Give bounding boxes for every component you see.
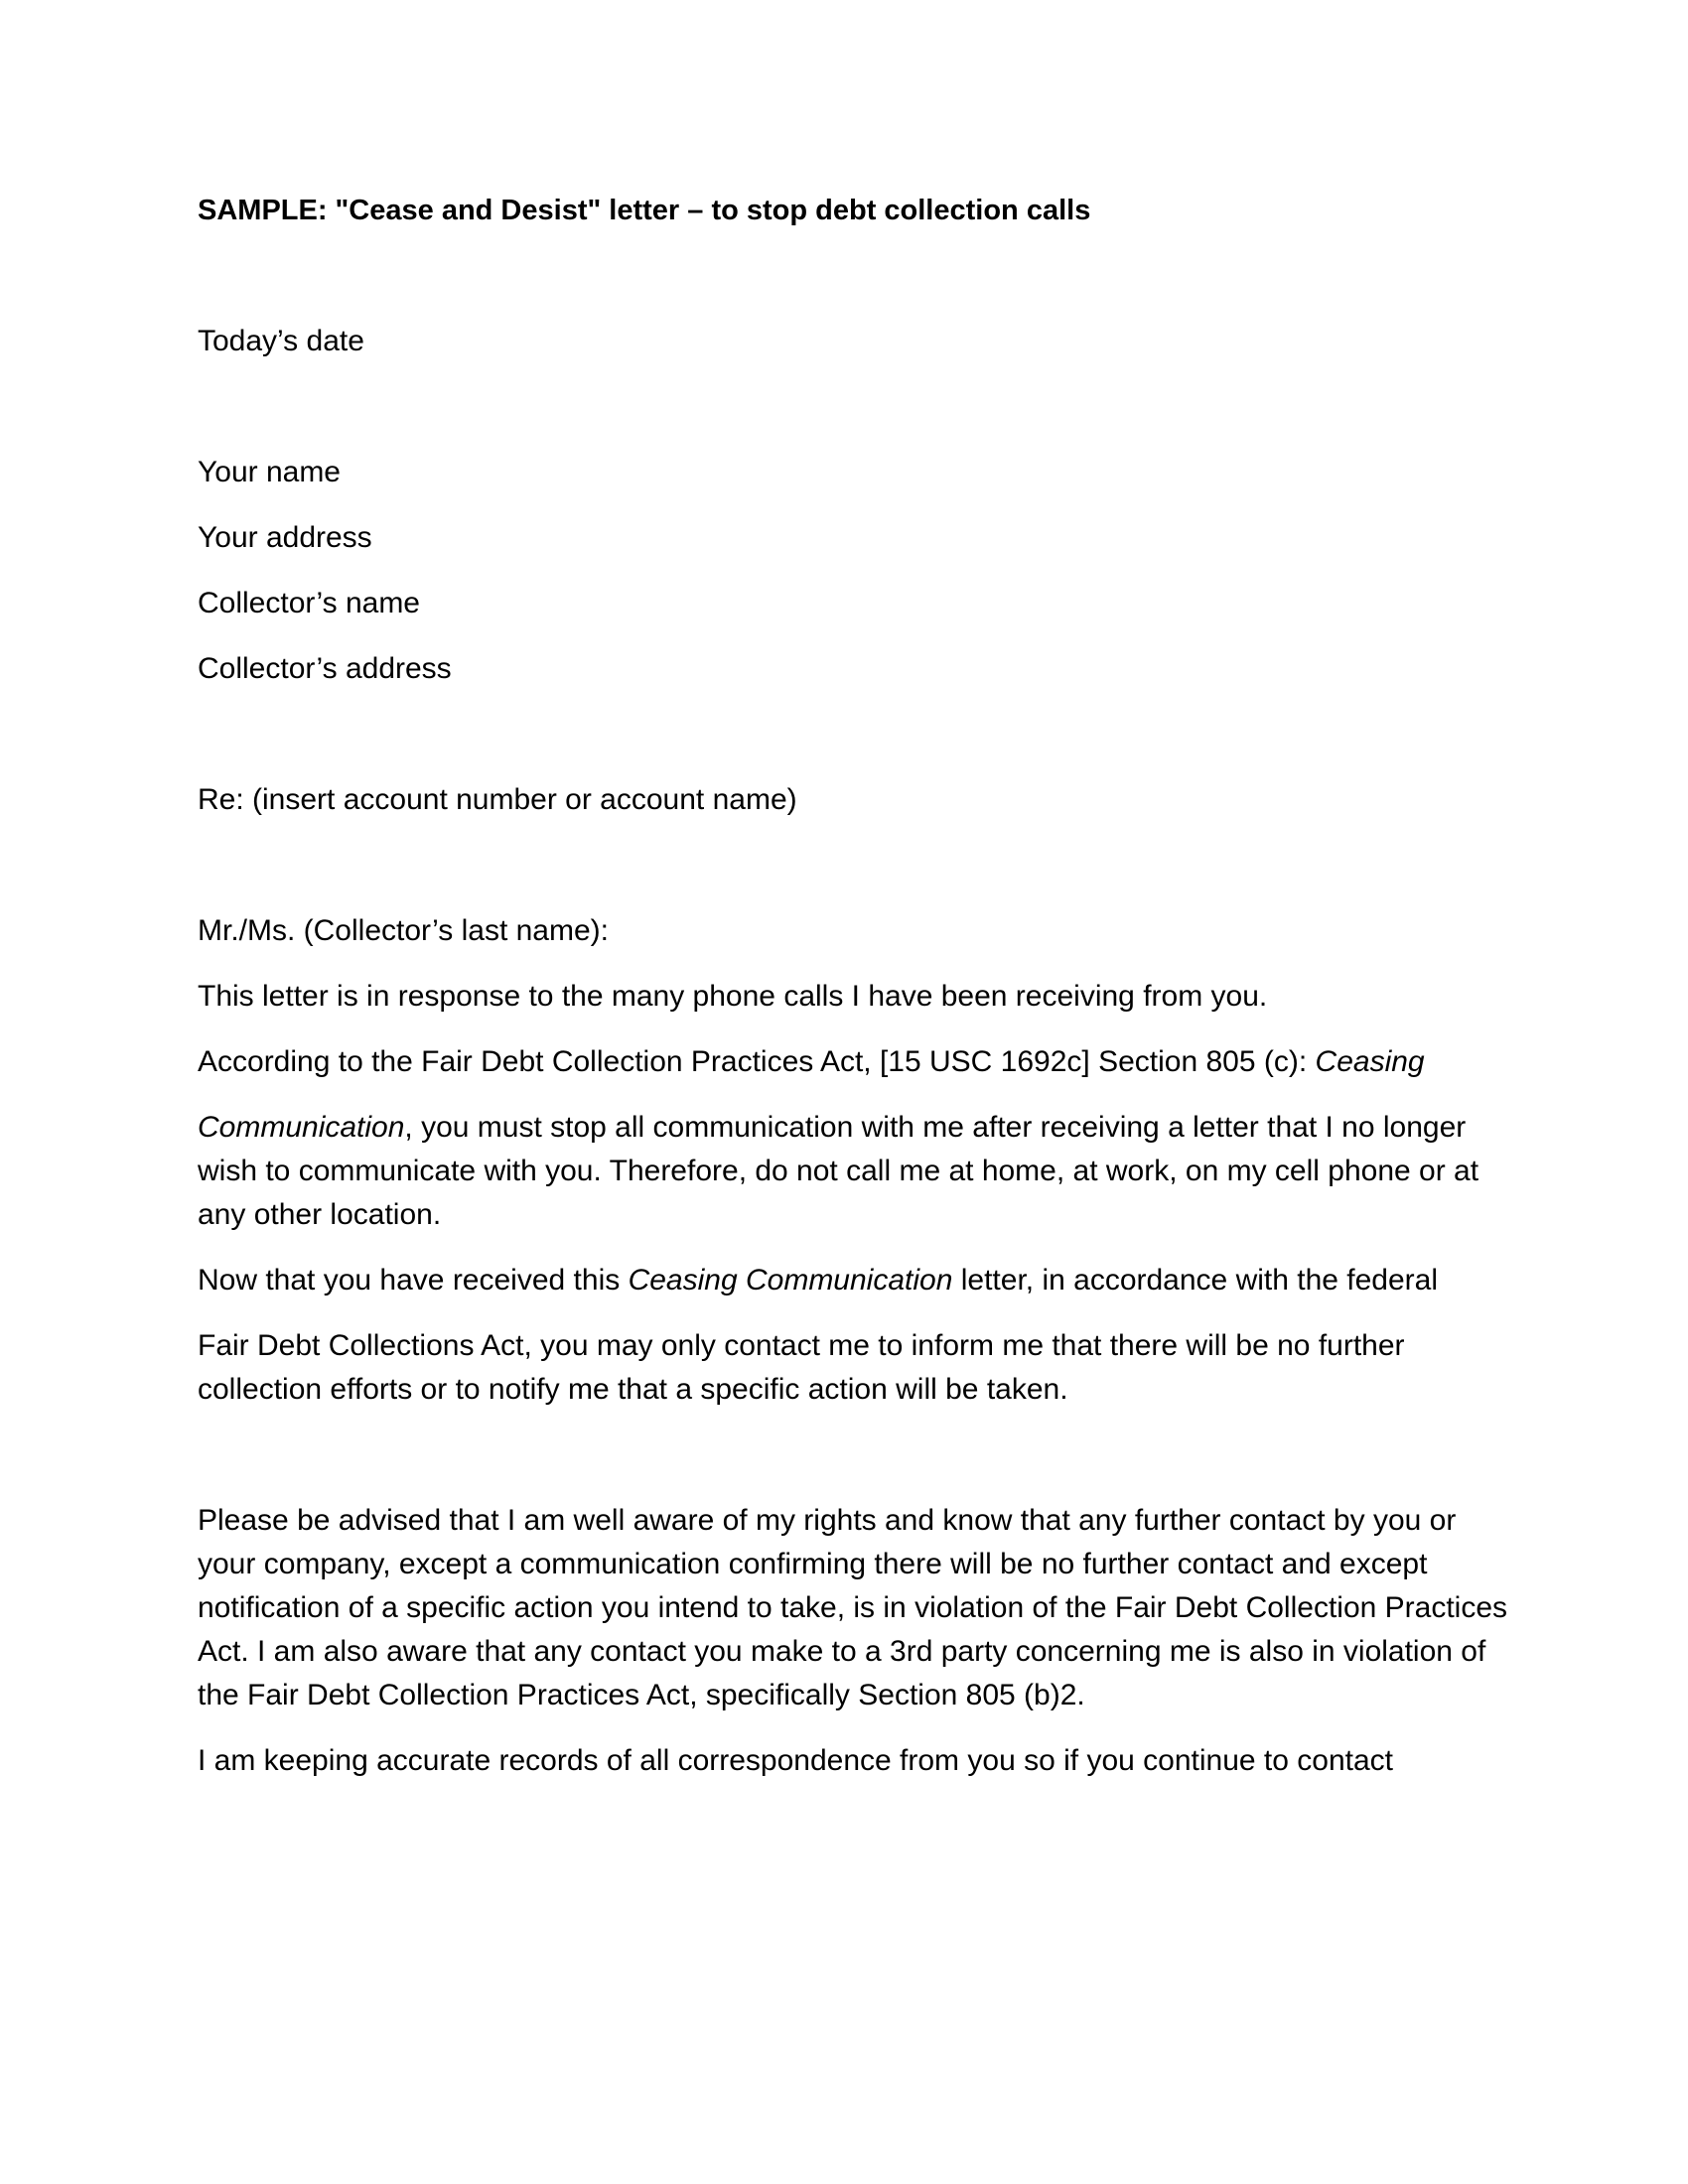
date-line: Today’s date	[198, 325, 364, 357]
paragraph-3-italic: Communication	[198, 1111, 405, 1144]
paragraph-2	[198, 1040, 1425, 1084]
sender-address: Your address	[198, 521, 372, 554]
paragraph-4-text-after: letter, in accordance with the federal	[952, 1264, 1439, 1297]
paragraph-7: I am keeping accurate records of all correspondence from you so if you continue to contact	[198, 1744, 1393, 1777]
sender-name: Your name	[198, 456, 341, 488]
paragraph-4-italic: Ceasing Communication	[628, 1264, 953, 1297]
collector-name: Collector’s name	[198, 587, 420, 619]
paragraph-1: This letter is in response to the many phone calls I have been receiving from you.	[198, 980, 1268, 1013]
re-line: Re: (insert account number or account name)	[198, 783, 797, 816]
salutation: Mr./Ms. (Collector’s last name):	[198, 914, 609, 947]
document-title: SAMPLE: "Cease and Desist" letter – to stop debt collection calls	[198, 195, 1091, 226]
paragraph-4	[198, 1259, 1438, 1302]
paragraph-3	[198, 1106, 1518, 1237]
paragraph-4-text-before: Now that you have received this	[198, 1264, 629, 1297]
paragraph-2-text: According to the Fair Debt Collection Practices Act, [15 USC 1692c] Section 805 (c):	[198, 1045, 1316, 1078]
paragraph-3-text: , you must stop all communication with me after receiving a letter that I no longer wish to communicate with you. Therefore, do not call me at home, at work, on my cell phone or at any other location.	[198, 1111, 1479, 1231]
paragraph-6: Please be advised that I am well aware of my rights and know that any further contact by you or your company, except a communication confirming there will be no further contact and except notification of a specific action you intend to take, is in violation of the Fair Debt Collection Practices Act. I am also aware that any contact you make to a 3rd party concerning me is also in violation of the Fair Debt Collection Practices Act, specifically Section 805 (b)2.	[198, 1504, 1508, 1711]
paragraph-5: Fair Debt Collections Act, you may only contact me to inform me that there will be no further collection efforts or to notify me that a specific action will be taken.	[198, 1329, 1405, 1406]
paragraph-2-italic: Ceasing	[1315, 1045, 1425, 1078]
collector-address: Collector’s address	[198, 652, 452, 685]
